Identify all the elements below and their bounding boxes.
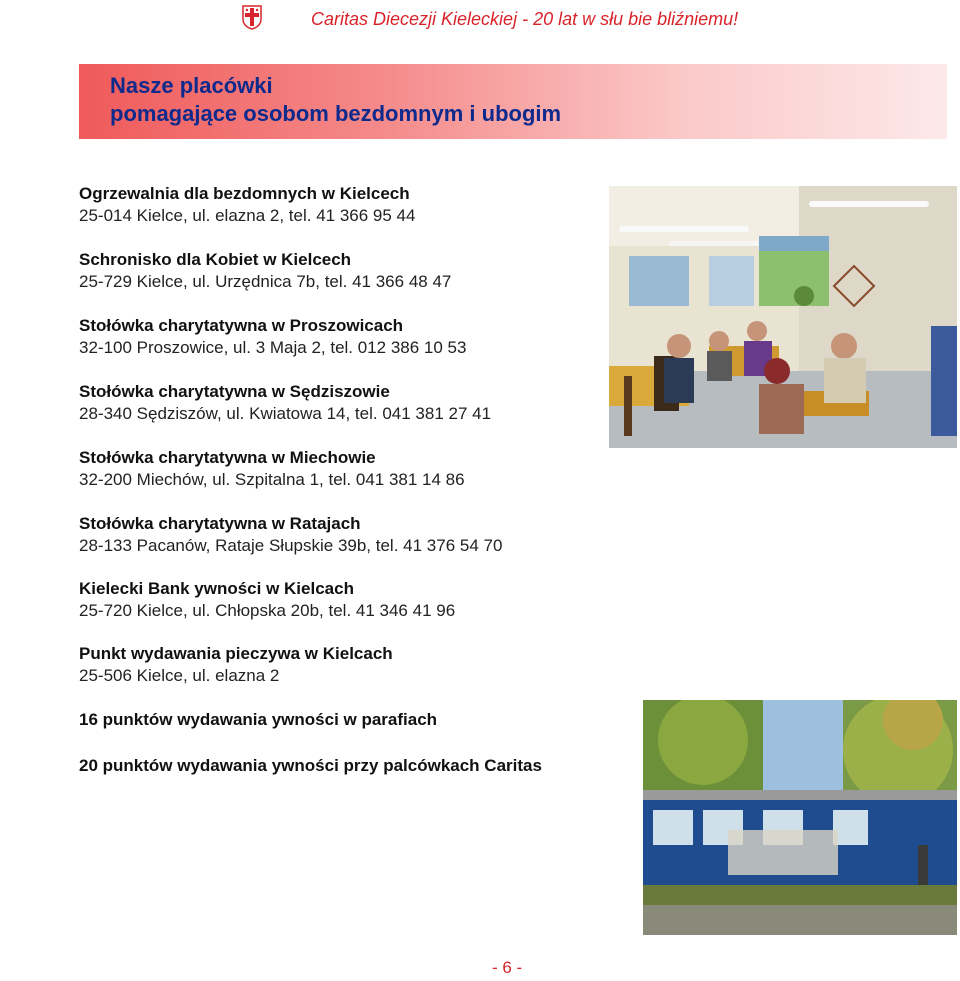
building-exterior-photo: [643, 700, 957, 935]
header-title: Caritas Diecezji Kieleckiej - 20 lat w słu bie bliźniemu!: [311, 9, 739, 29]
list-item: [79, 381, 639, 425]
listing-name: Kielecki Bank ywności w Kielcach: [79, 579, 354, 598]
listing-address: 25-014 Kielce, ul. elazna 2, tel. 41 366 95 44: [79, 206, 416, 225]
listing-name: 20 punktów wydawania ywności przy palcówkach Caritas: [79, 756, 542, 775]
listing-address: 28-340 Sędziszów, ul. Kwiatowa 14, tel. 041 381 27 41: [79, 404, 492, 423]
page-number: - 6 -: [492, 958, 523, 977]
list-item: [79, 183, 639, 227]
listing-name: Stołówka charytatywna w Proszowicach: [79, 316, 404, 335]
banner-title: [110, 72, 561, 128]
list-item: [79, 709, 639, 731]
listing-name: Stołówka charytatywna w Miechowie: [79, 448, 376, 467]
list-item: [79, 578, 639, 622]
listing-address: 32-200 Miechów, ul. Szpitalna 1, tel. 041 381 14 86: [79, 470, 465, 489]
canteen-interior-photo: [609, 186, 957, 448]
list-item: [79, 249, 639, 293]
listing-name: Stołówka charytatywna w Sędziszowie: [79, 382, 390, 401]
caritas-cross-icon: [241, 4, 263, 30]
listing-address: 25-506 Kielce, ul. elazna 2: [79, 666, 280, 685]
listing-name: 16 punktów wydawania ywności w parafiach: [79, 710, 438, 729]
list-item: [79, 755, 639, 777]
listing-name: Ogrzewalnia dla bezdomnych w Kielcech: [79, 184, 410, 203]
list-item: [79, 643, 639, 687]
list-item: [79, 447, 639, 491]
listing-address: 28-133 Pacanów, Rataje Słupskie 39b, tel. 41 376 54 70: [79, 536, 503, 555]
listing-name: Punkt wydawania pieczywa w Kielcach: [79, 644, 393, 663]
banner-title-line1: Nasze placówki: [110, 73, 273, 98]
listing-address: 32-100 Proszowice, ul. 3 Maja 2, tel. 012 386 10 53: [79, 338, 467, 357]
listing-address: 25-720 Kielce, ul. Chłopska 20b, tel. 41 346 41 96: [79, 601, 456, 620]
listing-address: 25-729 Kielce, ul. Urzędnica 7b, tel. 41 366 48 47: [79, 272, 452, 291]
listing-name: Schronisko dla Kobiet w Kielcech: [79, 250, 352, 269]
listing-name: Stołówka charytatywna w Ratajach: [79, 514, 361, 533]
list-item: [79, 513, 639, 557]
banner-title-line2: pomagające osobom bezdomnym i ubogim: [110, 101, 562, 126]
list-item: [79, 315, 639, 359]
